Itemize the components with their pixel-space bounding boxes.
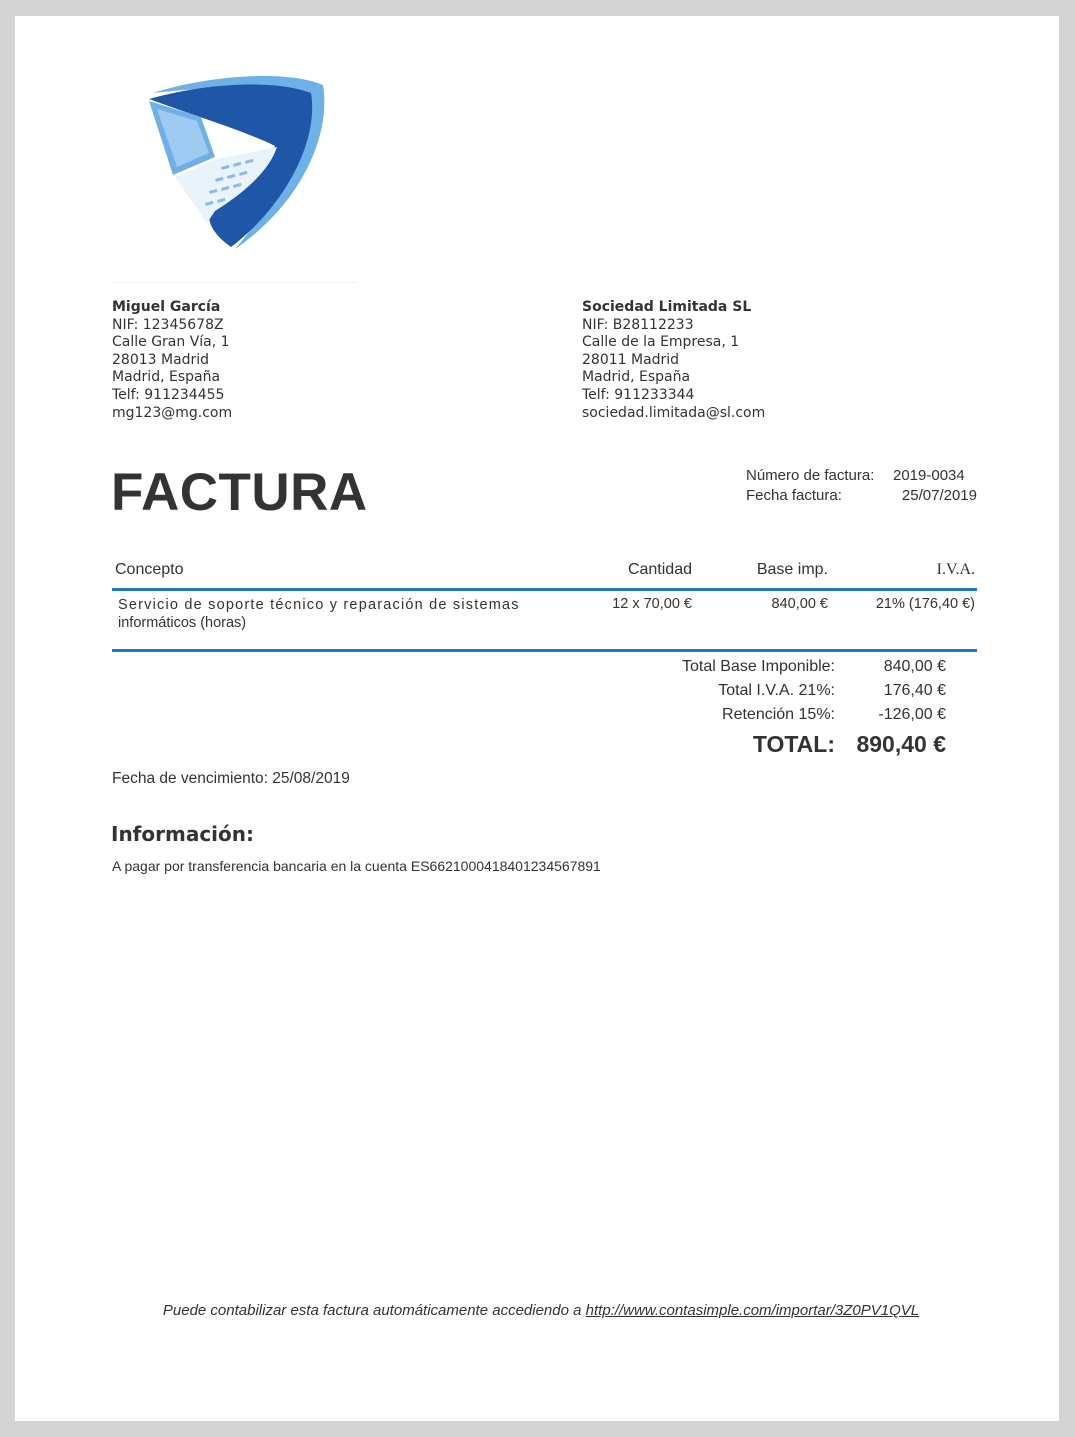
issuer-phone: Telf: 911234455: [112, 386, 225, 403]
logo-divider: [112, 282, 357, 283]
client-block: [582, 299, 765, 422]
header-iva: I.V.A.: [936, 561, 975, 578]
total-base-value: 840,00 €: [883, 658, 946, 675]
table-header: [112, 560, 977, 591]
row-iva: 21% (176,40 €): [875, 596, 975, 612]
grand-total-label: TOTAL:: [752, 731, 835, 757]
issuer-name: Miguel García: [112, 299, 221, 315]
invoice-meta: [746, 466, 977, 506]
row-concept-line2: informáticos (horas): [118, 615, 247, 631]
issuer-postal: 28013 Madrid: [112, 351, 210, 368]
row-concept-line1: Servicio de soporte técnico y reparación de sistemas: [118, 597, 520, 613]
due-date: Fecha de vencimiento: 25/08/2019: [112, 770, 350, 787]
footer-text: Puede contabilizar esta factura automáticamente accediendo a: [162, 1302, 586, 1319]
footer: [15, 1302, 1067, 1319]
row-concept: [118, 596, 588, 632]
total-iva-value: 176,40 €: [883, 682, 946, 699]
info-text: A pagar por transferencia bancaria en la cuenta ES6621000418401234567891: [112, 858, 601, 874]
invoice-number-value: 2019-0034: [893, 467, 965, 484]
retention-value: -126,00 €: [878, 706, 946, 723]
client-name: Sociedad Limitada SL: [582, 299, 752, 315]
laptop-shield-logo-icon: [135, 71, 335, 256]
total-iva-label: Total I.V.A. 21%:: [718, 682, 835, 699]
header-concept: Concepto: [115, 561, 184, 578]
info-heading: Información:: [111, 822, 255, 846]
retention-label: Retención 15%:: [722, 706, 835, 723]
document-title: FACTURA: [111, 463, 368, 522]
invoice-page: [15, 16, 1059, 1421]
invoice-date-label: Fecha factura:: [746, 487, 842, 504]
issuer-email: mg123@mg.com: [112, 404, 233, 421]
row-quantity: 12 x 70,00 €: [612, 596, 692, 612]
total-base-label: Total Base Imponible:: [682, 658, 835, 675]
client-email: sociedad.limitada@sl.com: [582, 404, 766, 421]
line-items-table: [112, 560, 977, 652]
client-nif: NIF: B28112233: [582, 316, 694, 333]
footer-import-link[interactable]: http://www.contasimple.com/importar/3Z0PV1QVL: [585, 1302, 920, 1319]
client-region: Madrid, España: [582, 369, 691, 386]
header-base: Base imp.: [756, 561, 828, 578]
invoice-number-label: Número de factura:: [746, 467, 875, 484]
row-base: 840,00 €: [771, 596, 828, 612]
issuer-region: Madrid, España: [112, 369, 221, 386]
client-postal: 28011 Madrid: [582, 351, 680, 368]
client-phone: Telf: 911233344: [582, 386, 695, 403]
issuer-address: Calle Gran Vía, 1: [112, 334, 230, 351]
totals-block: [646, 658, 946, 762]
table-row: [112, 591, 977, 652]
issuer-nif: NIF: 12345678Z: [112, 316, 224, 333]
client-address: Calle de la Empresa, 1: [582, 334, 740, 351]
issuer-block: [112, 299, 232, 422]
grand-total-value: 890,40 €: [856, 731, 946, 757]
header-quantity: Cantidad: [627, 561, 692, 578]
invoice-date-value: 25/07/2019: [901, 487, 977, 504]
